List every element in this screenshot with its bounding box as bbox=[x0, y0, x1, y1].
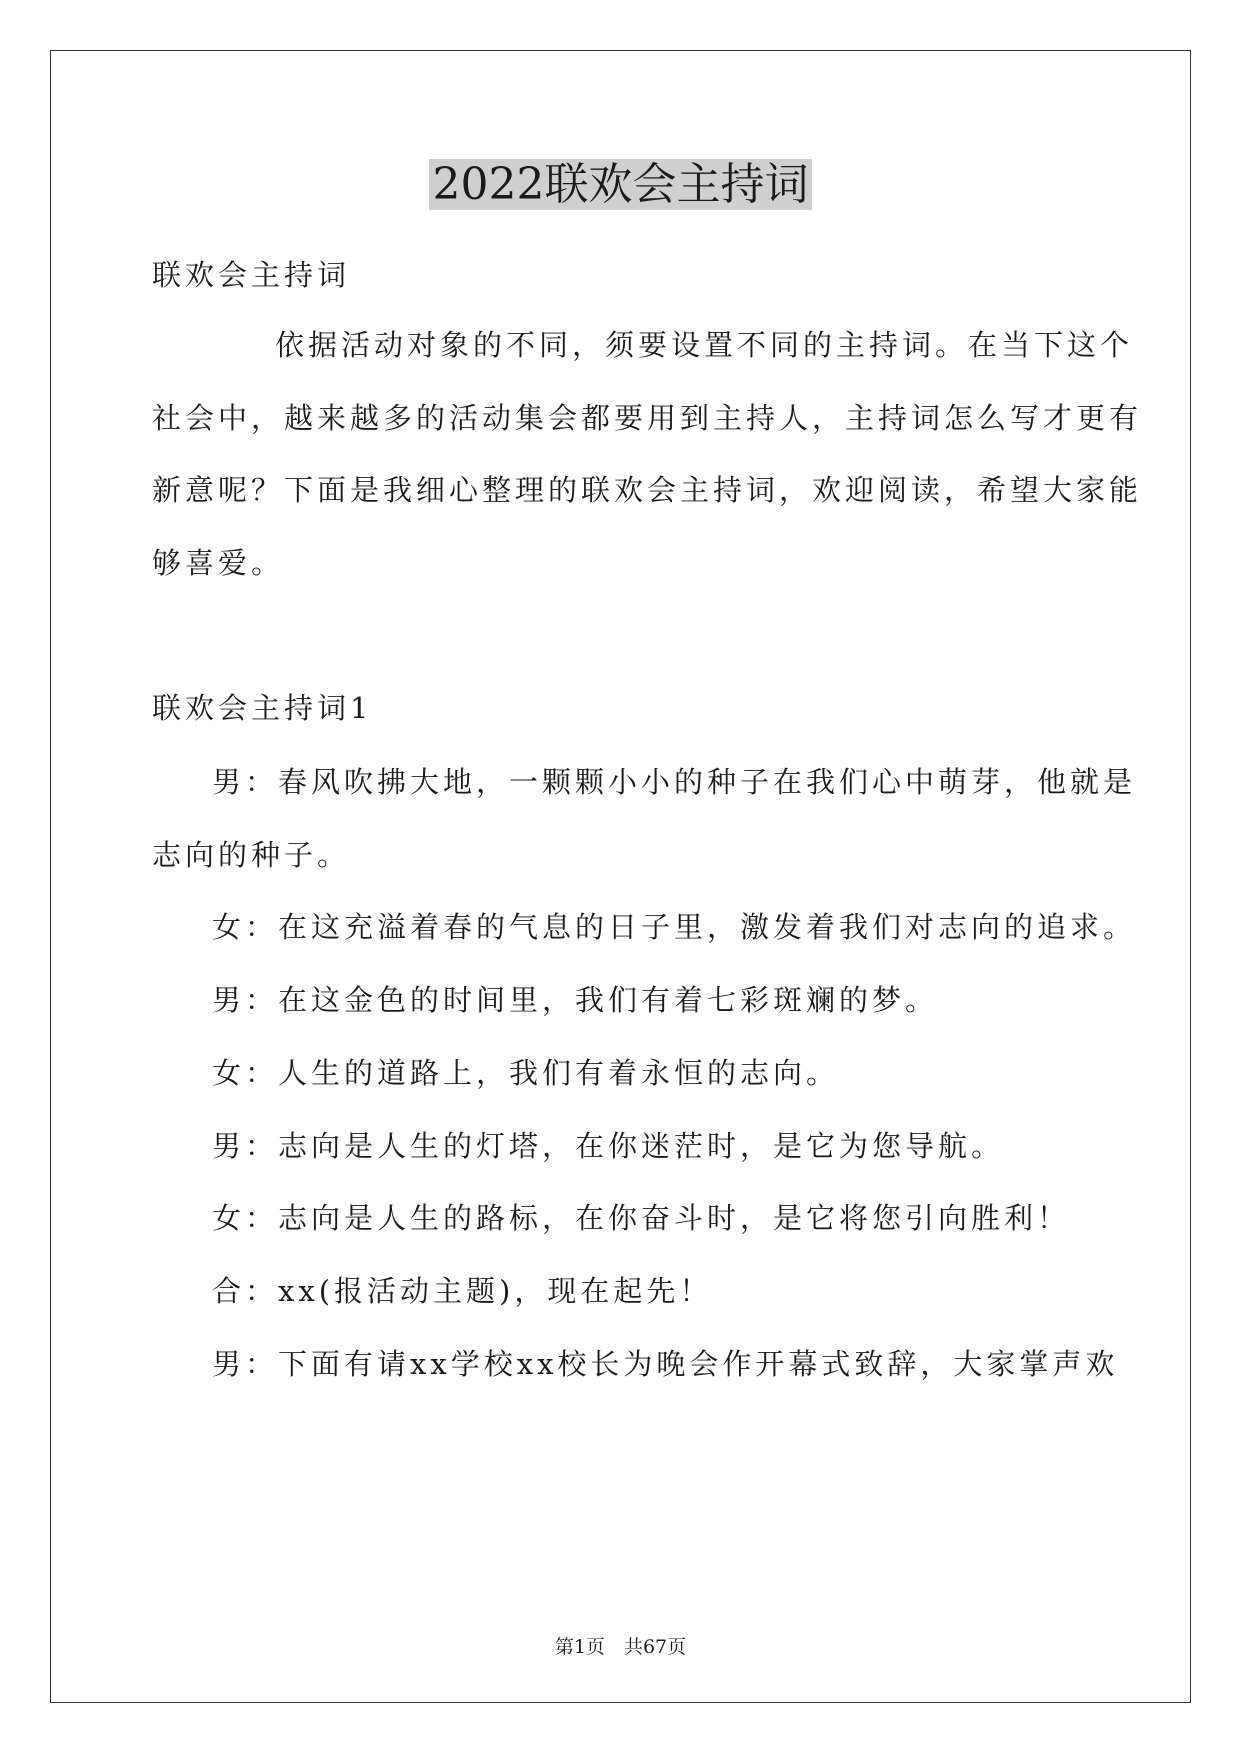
intro-line: 依据活动对象的不同，须要设置不同的主持词。在当下这个 bbox=[275, 328, 1134, 362]
section-heading-1: 联欢会主持词1 bbox=[152, 691, 373, 725]
dialogue-line: 女：在这充溢着春的气息的日子里，激发着我们对志向的追求。 bbox=[212, 910, 1137, 944]
dialogue-line: 合：xx(报活动主题)，现在起先！ bbox=[212, 1274, 713, 1308]
dialogue-line: 男：下面有请xx学校xx校长为晚会作开幕式致辞，大家掌声欢 bbox=[212, 1347, 1119, 1381]
intro-line: 社会中，越来越多的活动集会都要用到主持人，主持词怎么写才更有 bbox=[152, 401, 1143, 435]
intro-line: 够喜爱。 bbox=[152, 546, 285, 580]
dialogue-line: 男：在这金色的时间里，我们有着七彩斑斓的梦。 bbox=[212, 983, 939, 1017]
section-heading-intro: 联欢会主持词 bbox=[152, 258, 351, 292]
intro-line: 新意呢？下面是我细心整理的联欢会主持词，欢迎阅读，希望大家能 bbox=[152, 473, 1143, 507]
dialogue-line: 女：人生的道路上，我们有着永恒的志向。 bbox=[212, 1056, 840, 1090]
document-title bbox=[0, 155, 1241, 215]
document-title-text: 2022联欢会主持词 bbox=[429, 159, 813, 210]
page-border bbox=[50, 50, 1191, 1703]
dialogue-line: 男：春风吹拂大地，一颗颗小小的种子在我们心中萌芽，他就是 bbox=[212, 765, 1137, 799]
dialogue-line: 志向的种子。 bbox=[152, 838, 351, 872]
page-footer: 第1页 共67页 bbox=[554, 1636, 687, 1658]
dialogue-line: 女：志向是人生的路标，在你奋斗时，是它将您引向胜利！ bbox=[212, 1201, 1071, 1235]
dialogue-line: 男：志向是人生的灯塔，在你迷茫时，是它为您导航。 bbox=[212, 1129, 1005, 1163]
